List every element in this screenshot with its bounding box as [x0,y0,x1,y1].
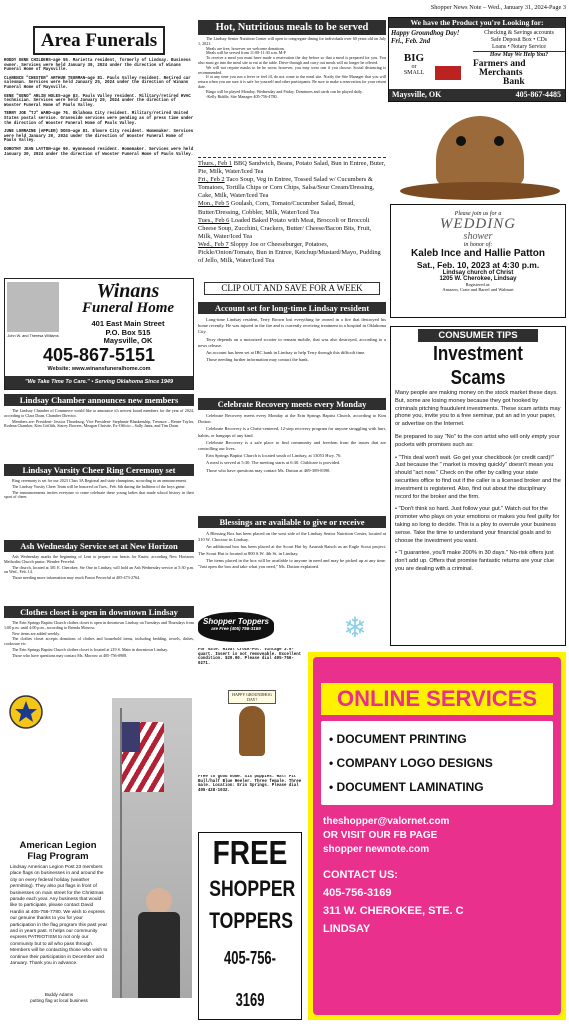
wedding-address: 1205 W. Cherokee, Lindsay [439,276,517,282]
ash-paragraph: Ash Wednesday marks the beginning of Lent to prepare our hearts for Easter, according New Horizons Methodist Church pastor, Wendee Perceful. [4,554,194,564]
free-shopper-toppers-ad [198,832,302,1020]
account-paragraph: An account has been set at IBC bank in Lindsay to help Terry through this difficult time. [206,350,366,356]
winans-pobox: P.O. Box 515 [105,327,151,337]
bank-name-1: Farmers and [473,59,526,69]
obituary-entry: CLARENCE "CHESTER" ARTHUR TEURMAN—age 81. Pauls Valley resident. Retired car salesman. Services were held January 25, 2024 under the direction of Winans Funeral Home of Maysville. [4,76,191,90]
winans-slogan: "We Take Time To Care." • Serving Oklahoma Since 1949 [5,376,193,389]
recovery-paragraph: Erin Springs Baptist Church is located south of Lindsay, at 13053 Hwy. 76. [206,453,342,459]
clothes-body [4,621,194,659]
groundhog-sign-text: HAPPY GROUNDHOG DAY! [228,690,276,704]
varsity-article [4,464,194,536]
shopper-toppers-badge [198,612,274,642]
clothes-paragraph: Those who have questions may contact Ms. Morrow at 405-756-0908. [12,652,128,658]
bank-name-2: Merchants [479,68,523,78]
account-article [198,302,386,396]
groundhog-illustration [400,108,560,200]
menu-day [198,241,386,265]
varsity-paragraph: The Lindsay Varsity Cheer Team will be honored on Tues., Feb. 6th during the halftime of the boys game. [12,483,186,489]
legion-body: Lindsay American Legion Post 23 members place flags on businesses in and around the city on every federal holiday (weather permitting). They also put flags in front of businesses on main street for the Christmas parade each year. Any business that would like to participate, please contact David Hardin at 405-756-7780. We wish to express our genuine thanks to you for your participation in the flag program this past year and in years past. It helps our community express PATRIOTISM to not only our community but to all who pass through. Members will be contacting those who wish to continue their participation in December and January. Thank you in advance. [10,865,108,967]
nutrition-article [198,20,386,156]
groundhog-sign-illustration [228,690,276,768]
bank-logo [473,60,565,87]
online-services-ad [308,652,566,1020]
nutrition-paragraph: The Lindsay Senior Nutrition Center will open to congregate dining for individuals over 60 years old on July 1, 2021. [198,36,386,46]
menu-day-label: Tues., Feb 6 [198,216,230,224]
varsity-paragraph: The announcements invites everyone to come celebrate these young ladies that made school history in their sport of cheer. [4,489,194,500]
varsity-body [4,479,194,500]
bank-service-1: Checking & Savings accounts [484,30,554,36]
menu-day-items: Taco Soup, Veg in Entree, Tossed Salad w/ Cucumbers & Tomatoes, Tortilla Chips or Corn Chips, Salsa/Sour Cream/Dressing, Cake, Milk, Water/Iced Tea [198,176,375,200]
consumer-paragraph: Be prepared to say "No" to the con artist who will only empty your pockets with promises such as: [395,433,560,448]
clothes-paragraph: The Erin Springs Baptist Church clothes closet is open in downtown Lindsay on Tuesdays and Thursdays from 1:00 p.m. until 4:00 p.m., according to Brenda Morrow. [4,620,194,630]
nutrition-paragraph: Meals are free, however we welcome donations. [206,45,286,51]
nutrition-paragraph: To receive a meal you must have made a reservation the day before so that a meal is prepared for you. You also must go into the meal site to eat at the table. Drive-through and carry out meals will no longer be offered. [198,55,386,65]
bank-bottom-bar [389,89,565,101]
blessings-headline: Blessings are available to give or receive [198,516,386,528]
online-city: LINDSAY [323,923,371,935]
nutrition-headline: Hot, Nutritious meals to be served [198,20,386,35]
nutrition-body [198,37,386,99]
account-headline: Account set for long-time Lindsay resident [198,302,386,314]
winans-phone: 405-867-5151 [42,345,156,365]
recovery-paragraph: Celebrate Recovery meets every Monday at the Erin Springs Baptist Church, according to Kim Dutton. [198,413,386,425]
area-funerals-title-text: Area Funerals [40,30,158,51]
clothes-paragraph: The clothes closet accepts donations of clothes and household items, including bedding, towels, dishes, cookware etc. [4,636,194,647]
bank-city: Maysville, OK [392,90,442,99]
wedding-shower-ad [390,204,566,318]
bank-services [473,30,565,59]
recovery-article [198,398,386,512]
free-toppers-phone: 405-756-3169 [224,948,276,1010]
consumer-body [391,390,565,574]
online-fb-line2: shopper newnote.com [323,844,430,855]
blessings-paragraph: A Blessing Box has been placed on the west side of the Lindsay Senior Nutrition Center, located at 310 W. Choctaw in Lindsay. [198,531,386,543]
winans-logo-line1: Winans [96,280,160,302]
online-services-panel [321,721,553,805]
obituary-entry: TERRY JOE "TJ" WARD—age 76. Oklahoma City resident. Military/retired United States postal service. Graveside services were pending as of press time under the direction of Wooster Funeral Home of Pauls Valley. [4,112,194,126]
consumer-paragraph: • "Don't think so hard. Just follow your gut." Watch out for the promoter who plays on your emotions or makes you feel guilty for taking so long to decide. This is a ploy to overrule your business sense. Take the time to understand your financial goals and to choose the investment you want. [395,506,560,544]
wedding-registry: Amazon, Crate and Barrel and Walmart [442,287,514,292]
wedding-shower-word: shower [463,231,493,242]
obituaries-list [4,59,194,157]
bank-service-2: Safe Deposit Box • CDs [490,37,548,43]
legion-ad [4,690,194,1020]
consumer-paragraph: • "This deal won't wait. Go get your checkbook (or credit card)!" Just because the " market is moving quickly" doesn't mean you should "act now." Check on the offer by calling your state securities office to find out if the caller is a licensed broker and the investment is registered. Also, find out about the disciplinary record for the broker and the firm. [395,454,561,500]
menu-day-label: Wed., Feb 7 [198,240,229,248]
chamber-headline: Lindsay Chamber announces new members [4,394,194,406]
blessings-paragraph: The items placed in the box will be available to anyone in need and may be picked up at any time. "Just open the box and take what you need," Ms. Dutton explained. [198,557,386,570]
chamber-paragraph: Members are: President- Jessica Thornburg, Vice President- Stephanie Blankenship, Treasure – Renee Taylor, Rodena Chamber, Kim Griffith, Stacey Bowers, Meagan Christie, Ex-Officio – Sally Jantz, and Tim Doan. [4,418,194,429]
bank-name-3: Bank [503,77,525,87]
winans-city: Maysville, OK [103,336,153,345]
area-funerals-section [4,26,194,276]
online-phone: 405-756-3169 [323,887,392,899]
nutrition-paragraph: If at any time you run a fever or feel ill, do not come to the meal site. Notify the Site Manager that you will return when you are sure it is safe for yourself and other participants. Be sure to make a reservation for your return date. [198,74,386,89]
recovery-paragraph: Those who have questions may contact Ms. Dutton at 469-389-8390. [206,467,331,473]
menu-day-label: Thurs., Feb 1 [198,160,233,167]
varsity-paragraph: Ring ceremony is set for our 2023 Class 3A Regional and state champions, according to an announcement. [12,478,187,483]
obituary-entry: GENE "GENO" ARLIN HOLES—age 83. Pauls Valley resident. Military/retired HVAC technician. Services were held January 29, 2024 under the direction of Wooster Funeral Home of Pauls Valley. [4,94,191,108]
nutrition-paragraph: -Kelly Riddle, Site Manager 405-756-4780. [206,93,278,99]
toppers-badge-line1: Shopper Toppers [203,617,269,626]
recovery-paragraph: A meal is served at 5:30. The meeting starts at 6:30. Childcare is provided. [206,460,341,466]
bank-ad-title: We have the Product you're Looking for: [389,18,565,28]
legion-sig-name: Buddy Adams [44,992,74,997]
account-paragraph: Those needing further information may contact the bank. [206,357,309,363]
small-word: SMALL [403,70,425,76]
winans-funeral-ad [4,278,194,390]
wedding-place: Lindsay church of Christ [442,270,514,276]
consumer-paragraph: • "I guarantee, you'll make 200% in 30 days." No-risk offers just don't add up. Offers that promise fantastic returns are your clue you are dealing with a criminal. [395,550,555,572]
nutrition-paragraph: Meals will be served from 11:00-11:30 a.m. M-F [206,50,287,56]
clothes-paragraph: The Erin Springs Baptist Church clothes closet is located at 219 S. Main in downtown Lindsay. [12,646,169,652]
recovery-paragraph: Celebrate Recovery is a Christ-centered, 12-step recovery program for anyone struggling with hurt, habits, or hangups of any kind. [198,426,386,438]
free-toppers-line2: SHOPPER [209,876,296,901]
service-document-printing: • DOCUMENT PRINTING [329,732,467,746]
menu-day-items: Goulash, Corn, Tomato/Cucumber Salad, Bread, Butter/Dressing, Cobbler, Milk, Water/Iced Tea [198,200,355,216]
ash-paragraph: The church, located at 301 E. Cherokee, Ste One in Lindsay, will hold an Ash Wednesday service at 5:30 p.m. on Wed., Feb. 14. [4,564,194,575]
or-word: or [411,64,417,70]
blessings-body [198,531,386,570]
snowflake-icon: ❄ [343,614,367,644]
winans-address: 401 East Main Street [91,319,165,328]
recovery-body [198,413,386,474]
bank-service-3: Loans • Notary Service [491,44,547,50]
big-or-small [395,52,433,76]
area-funerals-title [33,26,165,55]
chamber-body [4,409,194,429]
legion-title [6,840,110,862]
account-paragraph: Terry depends on a motorized scooter to remain mobile, that was also destroyed, according to a news release. [198,336,386,348]
varsity-headline: Lindsay Varsity Cheer Ring Ceremony set [4,464,194,476]
menu-day [198,200,386,216]
crockpot-classified: For sale. Rival Crock-Pot. Vintage 3.5-quart. Insert is not removeable. Excellent condition. $20.00. Please dial 405-756-0271. [198,648,302,666]
wedding-join: Please join us for a [454,211,502,217]
recovery-paragraph: Celebrate Recovery is a safe place to find community and freedom from the issues that are controlling our lives. [198,439,386,452]
legion-title-line2: Flag Program [27,851,89,862]
winans-logo-line2: Funeral Home [81,300,175,316]
puppies-classified: Free to good home. Six puppies. Half Pit Bull/half Blue Heeler. Three female. Three male. Location: Erin Springs. Please dial 405-428-1032. [198,775,302,793]
ash-body [4,555,194,581]
service-document-laminating: • DOCUMENT LAMINATING [329,780,484,794]
winans-address-block [65,320,191,346]
menu-day-items: Loaded Baked Potato with Meat, Broccoli or Broccoli Cheese Soup, Zucchini, Crackers, Butter/ Cheese/Bacon Bits, Fruit, Milk, Water/Iced Tea [198,216,372,240]
bank-help-line: How May We Help You? [473,51,565,59]
winans-logo [65,281,191,316]
winans-website: Website: www.winansfuneralhome.com [47,366,151,372]
online-contact-label: CONTACT US: [323,869,398,881]
consumer-tips-article [390,326,566,646]
toppers-badge-line2: are Free (405) 756-3169 [211,626,261,631]
ash-headline: Ash Wednesday Service set at New Horizon [4,540,194,552]
wedding-honor: in honor of: [463,242,493,248]
online-services-title: ONLINE SERVICES [321,683,553,715]
wedding-word: WEDDING [439,216,517,232]
blessings-article [198,516,386,608]
bank-building-icon [435,66,461,80]
ash-paragraph: Those needing more information may reach Pastor Percerful at 405-473-2764. [12,575,141,581]
big-word: BIG [403,52,425,64]
menu-day-label: Fri., Feb 2 [198,176,225,184]
recovery-headline: Celebrate Recovery meets every Monday [198,398,386,410]
consumer-paragraph: Many people are making money on the stock market these days. But, some are losing money because they got hooked by criminals pitching fraudulent investments. These scam artists may phone you, invite you to a free seminar, put an ad in your paper, or advertise on the Internet. [395,390,561,428]
free-toppers-line1: FREE [212,834,288,871]
legion-signature [8,992,110,1003]
menu-day-items: BBQ Sandwich, Beans, Potato Salad, Bun in Entree, Buter, Pie, Milk, Water/Iced Tea [198,160,386,176]
clothes-headline: Clothes closet is open in downtown Lindsay [4,606,194,618]
clothes-paragraph: New items are added weekly. [12,630,61,636]
legion-title-line1: American Legion [19,840,97,851]
service-logo-designs: • COMPANY LOGO DESIGNS [329,756,493,770]
blessings-paragraph: An additional box has been placed at the Scout Hut by Azariah Raisch as an Eagle Scout project. The Scout Hut is located at 800 S.W. 4th St. in Lindsay. [198,544,386,556]
legion-flag-photo [112,698,192,998]
menu-clipout [198,157,386,297]
free-toppers-line3: TOPPERS [209,908,293,933]
bank-phone: 405-867-4485 [515,90,561,99]
bank-ad [388,17,566,102]
menu-day [198,160,386,176]
groundhog-day-greeting: Happy Groundhog Day! Fri., Feb. 2nd [391,30,460,45]
obituary-entry: JUNE LORRAINE (APPLER) DOSS—age 81. Elmore City resident. Homemaker. Services were held January 20, 2024 under the direction of Wooster Funeral Home of Pauls Valley. [4,130,194,144]
ash-article [4,540,194,604]
account-paragraph: Long-time Lindsay resident, Terry Brown lost everything he owned in a fire that destroyed his home recently. He was injured in the fire and is currently receiving treatment in a hospital in Oklahoma City. [198,317,386,335]
menu-day [198,217,386,241]
legion-sig-caption: putting flag at local business [30,997,88,1003]
owners-photo [7,282,59,332]
nutrition-paragraph: We will not require masks to be be worn; however, you may wear one if you choose. Social distancing is recommended. [198,64,386,75]
obituary-entry: RODDY GENE CHILDERS—age 55. Marietta resident, formerly of Lindsay. Business owner. Services were held January 30, 2024 under the direction of Winans Funeral Home of Maysville. [4,59,191,73]
clip-out-banner: CLIP OUT AND SAVE FOR A WEEK [204,282,380,295]
account-body [198,317,386,363]
obituary-entry: DOROTHY JEAN LAYTON—age 90. Wynnewood resident. Homemaker. Services were held January 30, 2024 under the direction of Wooster Funeral Home of Pauls Valley. [4,147,194,157]
menu-list [198,160,386,265]
consumer-banner: CONSUMER TIPS [418,329,538,342]
chamber-article [4,394,194,462]
wedding-couple: Kaleb Ince and Hallie Patton [411,248,545,259]
nutrition-paragraph: Bingo will be played Monday, Wednesday and Friday. Dominoes and cards can be played daily. [206,88,363,94]
chamber-paragraph: The Lindsay Chamber of Commerce would like to announce it's newest board members for the year of 2024, according to Clara Doan, Chamber Director. [4,408,194,418]
online-address: 311 W. CHEROKEE, STE. C [323,905,464,917]
page-header: Shopper News Note – Wed., January 31, 2024-Page 3 [430,4,566,11]
owners-caption: John W. and Theresa Williams [7,334,59,338]
menu-day [198,176,386,200]
online-fb-line1: OR VISIT OUR FB PAGE [323,830,438,841]
menu-day-items: Sloppy Joe or Cheeseburger, Potatoes, Pickle/Onion/Tomato, Bun in Entree, Ketchup/Mustard/Mayo, Pudding of Jello, Milk, Water/Iced Tea [198,240,381,265]
wedding-date: Sat., Feb. 10, 2023 at 4:30 p.m. [416,260,540,270]
clothes-article [4,606,194,684]
wedding-registry-label: Registered at: [465,282,491,287]
menu-day-label: Mon., Feb 5 [198,200,230,208]
online-email: theshopper@valornet.com [323,816,450,827]
legion-emblem-icon [8,694,44,730]
consumer-title: Investment Scams [433,343,523,389]
